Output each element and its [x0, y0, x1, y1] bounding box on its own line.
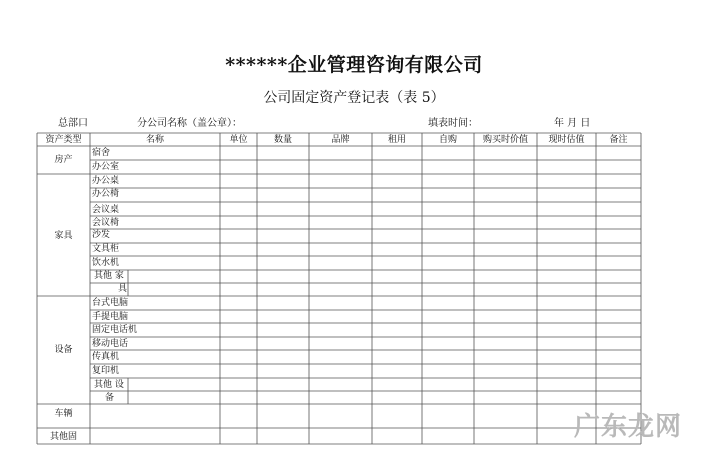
item-landline-phone: 固定电话机 — [92, 325, 138, 335]
item-office-desk: 办公桌 — [92, 176, 120, 186]
col-header-current-value: 现时估值 — [548, 135, 585, 145]
fill-date-label: 年 月 日 — [554, 118, 591, 129]
col-header-name: 名称 — [145, 135, 164, 145]
category-other-fixed: 其他固 — [49, 432, 77, 442]
col-header-remarks: 备注 — [609, 135, 628, 145]
item-water-dispenser: 饮水机 — [92, 258, 120, 268]
col-header-rented: 租用 — [387, 135, 406, 145]
col-header-brand: 品牌 — [331, 135, 350, 145]
item-meeting-chair: 会议椅 — [92, 218, 120, 228]
item-meeting-table: 会议桌 — [92, 205, 120, 215]
company-title: ******企业管理咨询有限公司 — [225, 54, 483, 76]
item-copier: 复印机 — [92, 366, 120, 376]
fill-time-label: 填表时间： — [428, 118, 478, 129]
item-office-room: 办公室 — [92, 162, 120, 172]
category-equipment: 设备 — [54, 345, 73, 355]
item-file-cabinet: 文具柜 — [92, 244, 120, 254]
col-header-type: 资产类型 — [45, 135, 82, 145]
item-other-equipment-cont: 备 — [105, 393, 115, 403]
col-header-quantity: 数量 — [273, 135, 292, 145]
col-header-purchase-value: 购买时价值 — [482, 135, 528, 145]
watermark: 广东龙网 — [574, 412, 683, 442]
branch-name-label: 分公司名称（盖公章）： — [137, 118, 242, 129]
item-other-equipment: 其他 设 — [94, 380, 124, 390]
item-other-furniture-cont: 具 — [118, 284, 128, 294]
form-subtitle: 公司固定资产登记表（表 5） — [263, 90, 445, 106]
item-other-furniture: 其他 家 — [94, 271, 124, 281]
head-office-label: 总部口 — [58, 118, 88, 129]
col-header-owned: 自购 — [438, 135, 457, 145]
item-desktop-pc: 台式电脑 — [92, 298, 129, 308]
item-fax: 传真机 — [92, 352, 120, 362]
item-dormitory: 宿舍 — [92, 148, 111, 158]
category-furniture: 家具 — [54, 231, 73, 241]
col-header-unit: 单位 — [229, 135, 248, 145]
category-vehicles: 车辆 — [54, 409, 73, 419]
item-office-chair: 办公椅 — [92, 189, 120, 199]
category-real-estate: 房产 — [54, 155, 73, 165]
item-mobile-phone: 移动电话 — [92, 339, 129, 349]
item-sofa: 沙发 — [92, 230, 111, 240]
item-laptop: 手提电脑 — [92, 312, 129, 322]
